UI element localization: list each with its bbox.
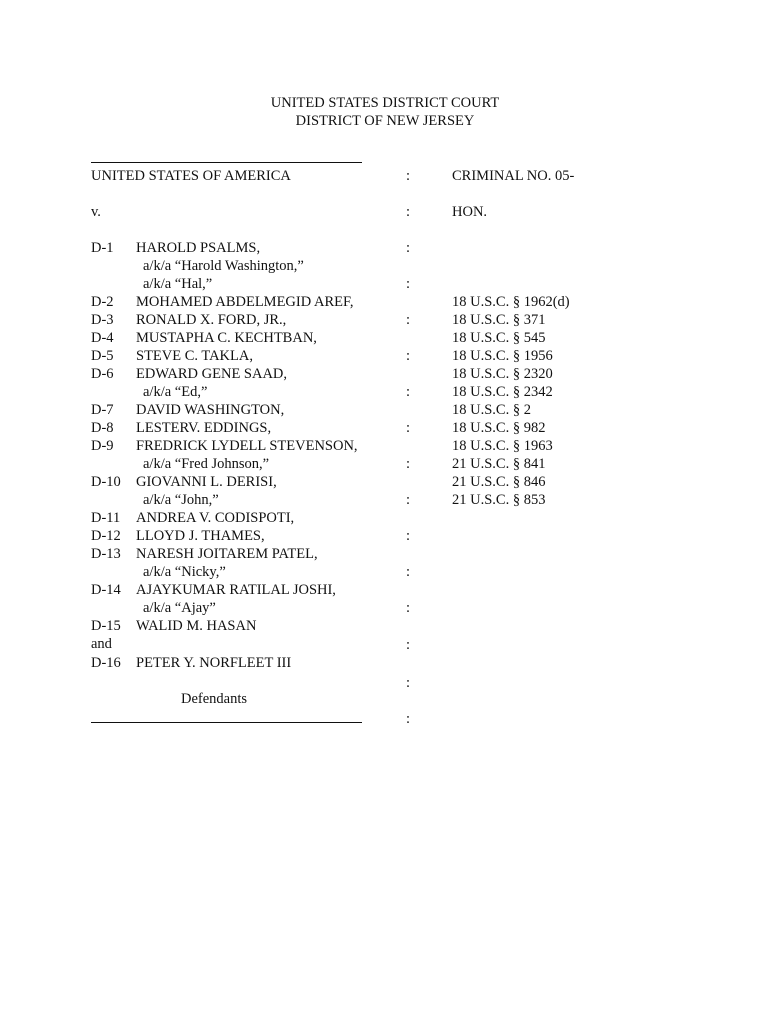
caption-top-rule bbox=[91, 162, 362, 163]
caption-colon: : bbox=[406, 675, 411, 691]
defendant-name: LESTERV. EDDINGS, bbox=[136, 420, 272, 436]
defendant-number: D-16 bbox=[91, 655, 121, 671]
caption-colon: : bbox=[406, 204, 411, 220]
defendant-number: D-9 bbox=[91, 438, 114, 454]
caption-colon: : bbox=[406, 420, 411, 436]
statute-citation: 21 U.S.C. § 853 bbox=[452, 492, 546, 508]
statute-citation: 18 U.S.C. § 2342 bbox=[452, 384, 553, 400]
defendant-number: D-7 bbox=[91, 402, 114, 418]
statute-citation: 18 U.S.C. § 2 bbox=[452, 402, 531, 418]
caption-colon: : bbox=[406, 240, 411, 256]
defendant-name: PETER Y. NORFLEET III bbox=[136, 655, 292, 671]
defendant-number: D-5 bbox=[91, 348, 114, 364]
defendant-alias: a/k/a “Harold Washington,” bbox=[143, 258, 304, 274]
statute-citation: 18 U.S.C. § 371 bbox=[452, 312, 546, 328]
caption-colon: : bbox=[406, 564, 411, 580]
defendant-name: RONALD X. FORD, JR., bbox=[136, 312, 287, 328]
defendant-name: GIOVANNI L. DERISI, bbox=[136, 474, 277, 490]
statute-citation: 18 U.S.C. § 2320 bbox=[452, 366, 553, 382]
defendant-name: AJAYKUMAR RATILAL JOSHI, bbox=[136, 582, 336, 598]
defendant-name: HAROLD PSALMS, bbox=[136, 240, 261, 256]
plaintiff: UNITED STATES OF AMERICA bbox=[91, 168, 291, 184]
defendant-number: D-4 bbox=[91, 330, 114, 346]
defendant-name: WALID M. HASAN bbox=[136, 618, 257, 634]
defendant-alias: a/k/a “Nicky,” bbox=[143, 564, 226, 580]
criminal-number: CRIMINAL NO. 05- bbox=[452, 168, 575, 184]
defendant-name: MOHAMED ABDELMEGID AREF, bbox=[136, 294, 354, 310]
versus: v. bbox=[91, 204, 101, 220]
defendant-number: D-6 bbox=[91, 366, 114, 382]
defendant-number: D-10 bbox=[91, 474, 121, 490]
statute-citation: 21 U.S.C. § 846 bbox=[452, 474, 546, 490]
defendant-name: MUSTAPHA C. KECHTBAN, bbox=[136, 330, 317, 346]
defendant-number: D-8 bbox=[91, 420, 114, 436]
statute-citation: 21 U.S.C. § 841 bbox=[452, 456, 546, 472]
defendant-alias: a/k/a “Fred Johnson,” bbox=[143, 456, 270, 472]
defendant-alias: a/k/a “John,” bbox=[143, 492, 219, 508]
court-name: UNITED STATES DISTRICT COURT bbox=[270, 95, 500, 111]
caption-colon: : bbox=[406, 637, 411, 653]
defendants-label: Defendants bbox=[181, 691, 248, 707]
statute-citation: 18 U.S.C. § 545 bbox=[452, 330, 546, 346]
defendant-name: EDWARD GENE SAAD, bbox=[136, 366, 288, 382]
defendant-name: LLOYD J. THAMES, bbox=[136, 528, 265, 544]
defendant-number: D-15 bbox=[91, 618, 121, 634]
defendant-number: D-12 bbox=[91, 528, 121, 544]
defendant-number: D-3 bbox=[91, 312, 114, 328]
defendant-number: D-13 bbox=[91, 546, 121, 562]
caption-colon: : bbox=[406, 528, 411, 544]
defendant-number: D-2 bbox=[91, 294, 114, 310]
defendant-alias: a/k/a “Hal,” bbox=[143, 276, 213, 292]
defendant-alias: a/k/a “Ajay” bbox=[143, 600, 216, 616]
caption-colon: : bbox=[406, 384, 411, 400]
caption-bottom-rule bbox=[91, 722, 362, 723]
defendant-name: FREDRICK LYDELL STEVENSON, bbox=[136, 438, 358, 454]
defendant-name: ANDREA V. CODISPOTI, bbox=[136, 510, 295, 526]
defendant-name: DAVID WASHINGTON, bbox=[136, 402, 285, 418]
defendant-name: STEVE C. TAKLA, bbox=[136, 348, 253, 364]
defendant-alias: a/k/a “Ed,” bbox=[143, 384, 208, 400]
defendant-number: D-11 bbox=[91, 510, 121, 526]
statute-citation: 18 U.S.C. § 1963 bbox=[452, 438, 553, 454]
caption-colon: : bbox=[406, 348, 411, 364]
caption-colon: : bbox=[406, 600, 411, 616]
statute-citation: 18 U.S.C. § 982 bbox=[452, 420, 546, 436]
caption-colon: : bbox=[406, 276, 411, 292]
caption-colon: : bbox=[406, 711, 411, 727]
caption-colon: : bbox=[406, 168, 411, 184]
caption-colon: : bbox=[406, 456, 411, 472]
caption-colon: : bbox=[406, 312, 411, 328]
court-district: DISTRICT OF NEW JERSEY bbox=[295, 113, 475, 129]
statute-citation: 18 U.S.C. § 1956 bbox=[452, 348, 553, 364]
defendant-name: NARESH JOITAREM PATEL, bbox=[136, 546, 318, 562]
caption-colon: : bbox=[406, 492, 411, 508]
defendant-number: D-14 bbox=[91, 582, 121, 598]
statute-citation: 18 U.S.C. § 1962(d) bbox=[452, 294, 570, 310]
defendant-number: D-1 bbox=[91, 240, 114, 256]
and-conjunction: and bbox=[91, 636, 112, 652]
judge: HON. bbox=[452, 204, 488, 220]
